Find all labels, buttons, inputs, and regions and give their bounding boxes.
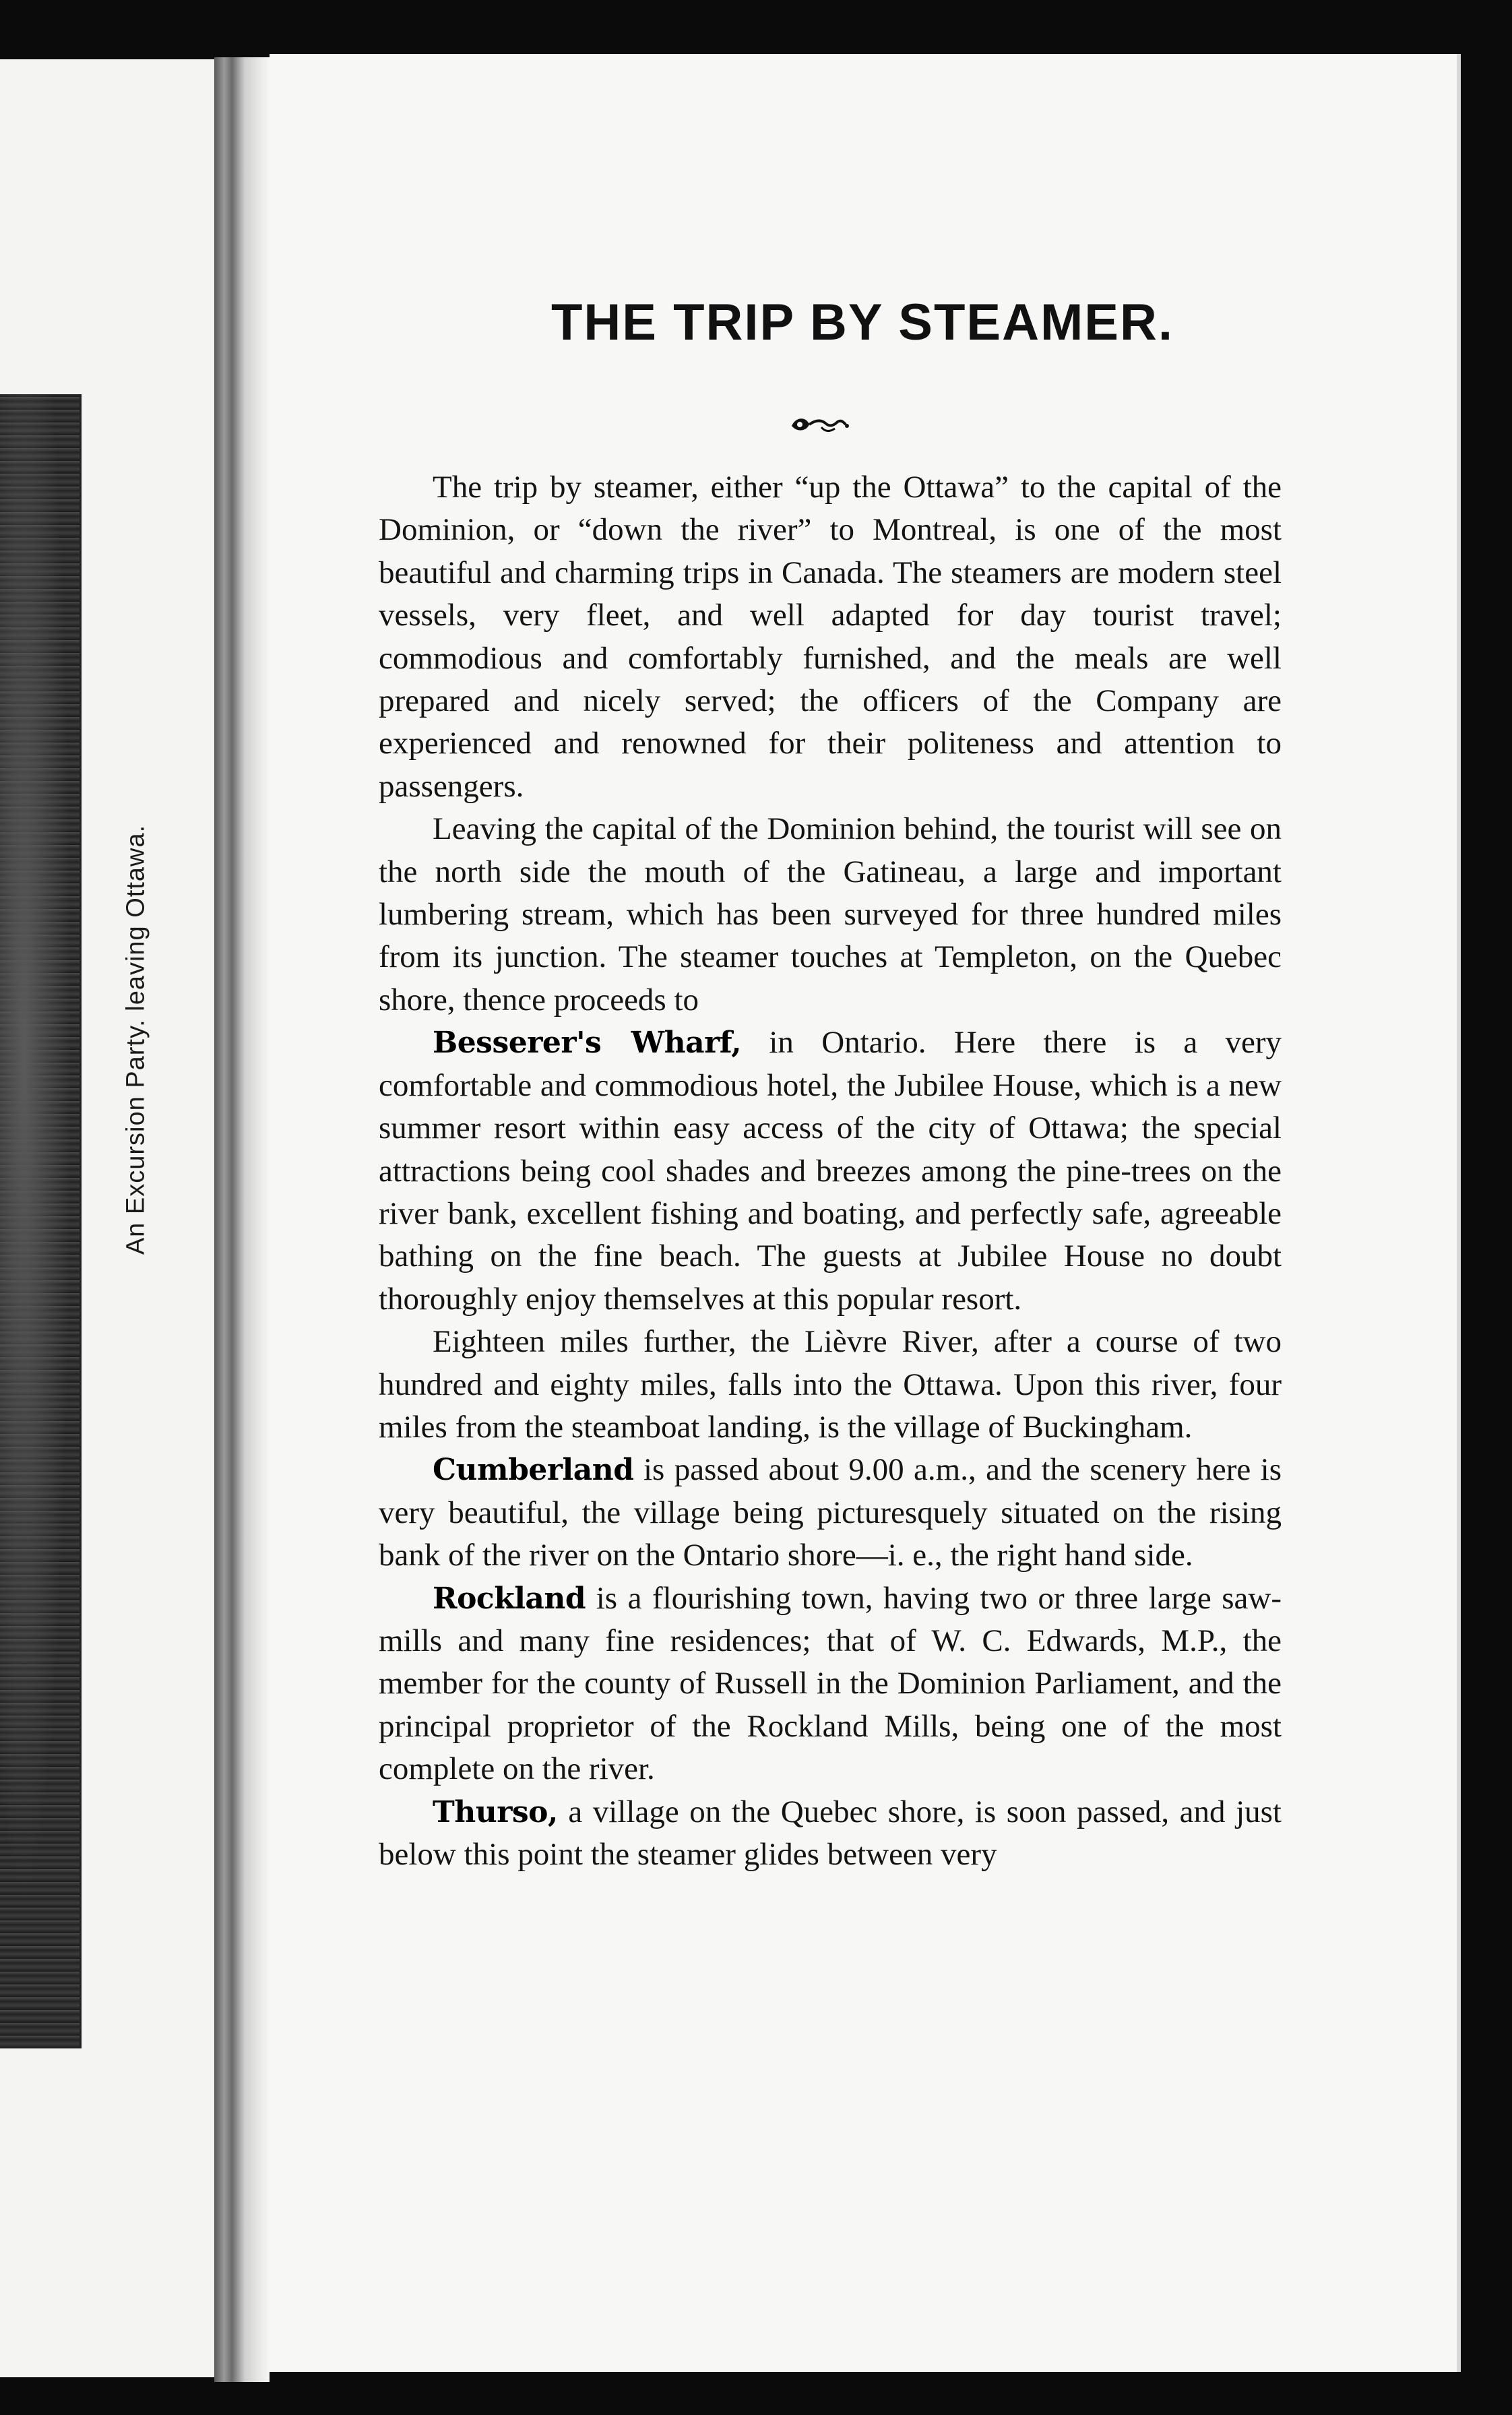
paragraph-cumberland: Cumberland is passed about 9.00 a.m., and the scenery here is very beautiful, the village being picturesquely situated on the rising bank of the river on the Ontario shore—i. e., the right hand side. <box>379 1452 1282 1573</box>
paragraph-thurso: Thurso, a village on the Quebec shore, is soon passed, and just below this point the steamer glides between very <box>379 1794 1282 1872</box>
facing-page <box>0 59 214 2377</box>
text-page <box>270 54 1457 2372</box>
excursion-photo <box>0 394 82 2048</box>
paragraph-leaving: Leaving the capital of the Dominion behind, the tourist will see on the north side the mouth of the Gatineau, a large and important lumbering stream, which has been surveyed for three hundred miles from its junction. The steamer touches at Templeton, on the Quebec shore, thence proceeds to <box>379 811 1282 1017</box>
place-name: Thurso, <box>433 1794 558 1829</box>
book-gutter <box>214 57 270 2382</box>
place-name: Besserer's Wharf, <box>433 1026 742 1061</box>
paragraph-lievre-river: Eighteen miles further, the Lièvre River, after a course of two hundred and eighty miles, falls into the Ottawa. Upon this river, four miles from the steamboat landing, is the village of Buckingham. <box>379 1324 1282 1445</box>
paragraph-besserers-wharf: Besserer's Wharf, in Ontario. Here there is a very comfortable and commodious hotel, the Jubilee House, which is a new summer resort within easy access of the city of Ottawa; the special attractions being cool shades and breezes among the pine-trees on the river bank, excellent fishing and boating, and perfectly safe, agreeable bathing on the fine beach. The guests at Jubilee House no doubt thoroughly enjoy themselves at this popular resort. <box>379 1025 1282 1317</box>
paragraph-rockland: Rockland is a flourishing town, having two or three large saw-mills and many fine residences; that of W. C. Edwards, M.P., the member for the county of Russell in the Dominion Parliament, and the principal proprietor of the Rockland Mills, being one of the most complete on the river. <box>379 1580 1282 1787</box>
article-body <box>379 466 1282 1876</box>
photo-caption: An Excursion Party. leaving Ottawa. <box>121 824 150 1255</box>
place-name: Cumberland <box>433 1453 634 1488</box>
place-name: Rockland <box>433 1581 586 1616</box>
fleuron-icon <box>786 411 854 438</box>
paragraph-intro: The trip by steamer, either “up the Ottawa” to the capital of the Dominion, or “down the river” to Montreal, is one of the most beautiful and charming trips in Canada. The steamers are modern steel vessels, very fleet, and well adapted for day tourist travel; commodious and comfortably furnished, and the meals are well prepared and nicely served; the officers of the Company are experienced and renowned for their politeness and attention to passengers. <box>379 470 1282 804</box>
page-title: THE TRIP BY STEAMER. <box>551 294 1174 351</box>
